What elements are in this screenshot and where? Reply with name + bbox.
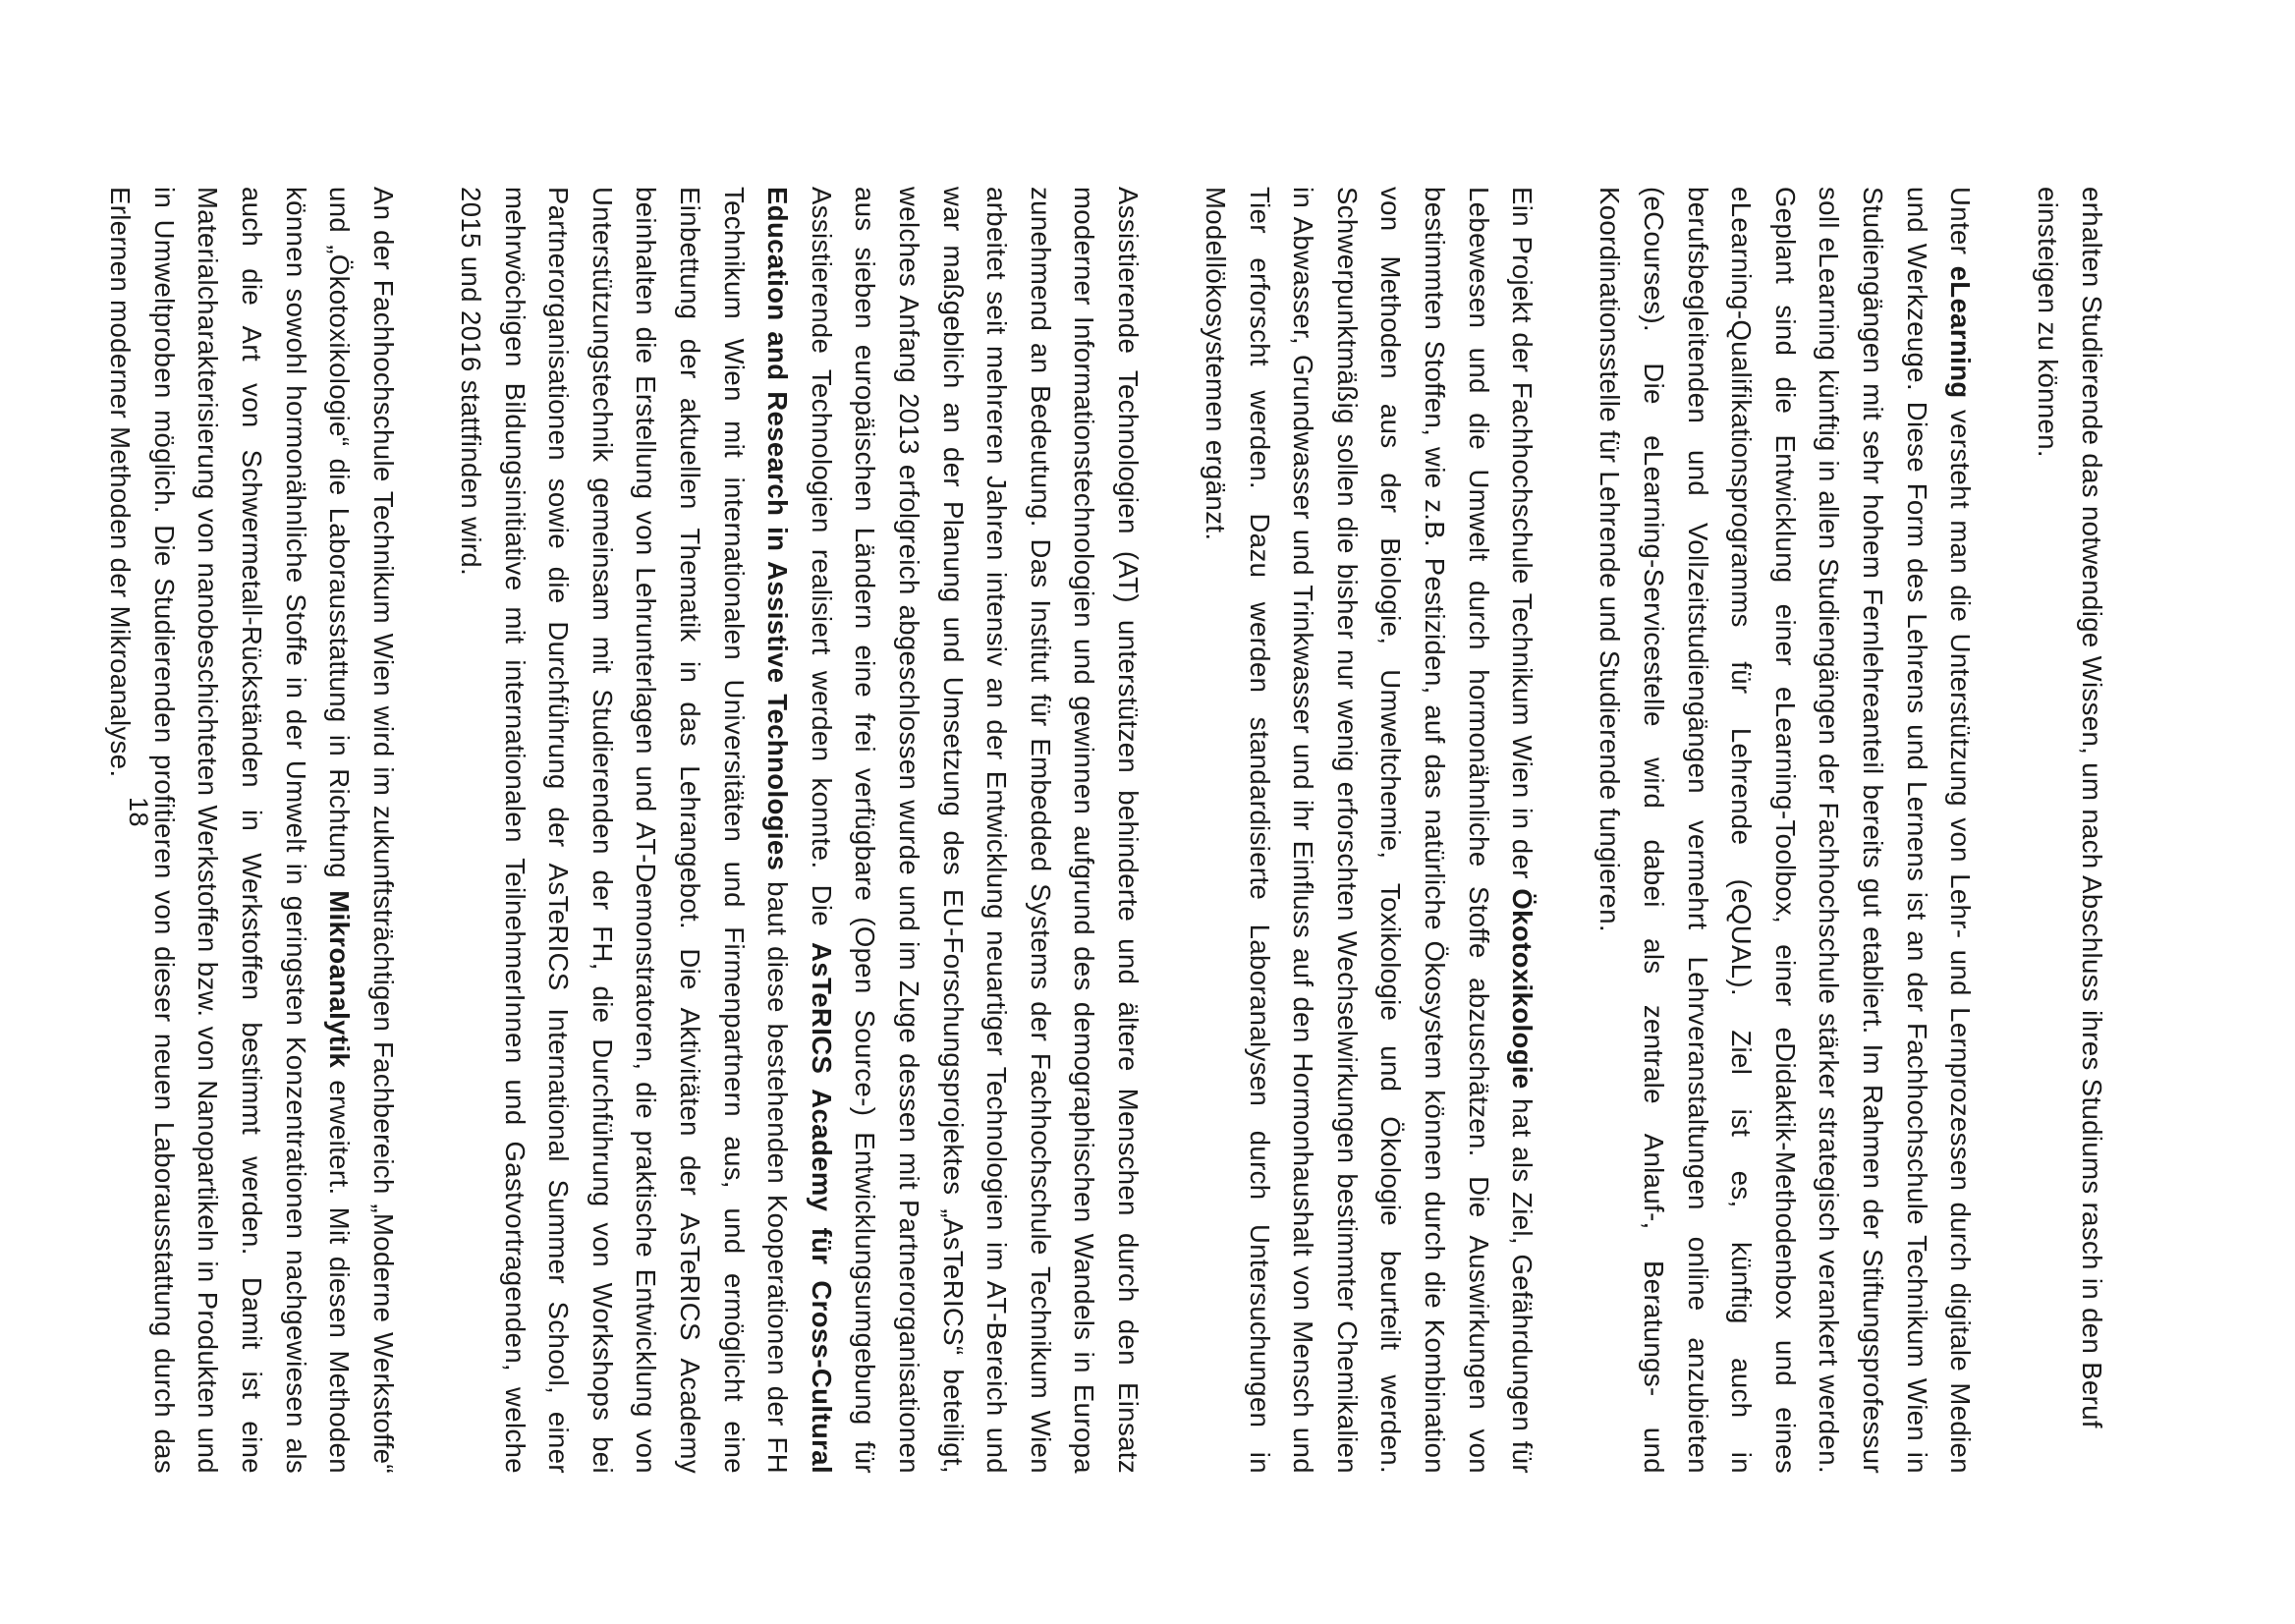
paragraph-text: erweitert. Mit diesen Methoden können sowohl hormonähnliche Stoffe in der Umwelt in geringsten Konzentrationen nachgewiesen als auch die Art von Schwermetall-Rückständen in Werkstoffen bestimmt werden. Damit ist eine Materialcharakterisierung von nanobeschichteten Werkstoffen bzw. von Nanopartikeln in Produkten und in Umweltproben möglich. Die Studierenden profitieren von dieser neuen Laborausstattung durch das Erlernen moderner Methoden der Mikroanalyse. — [105, 187, 356, 1474]
body-text — [54, 187, 2113, 1474]
paragraph-text: Unter — [1945, 187, 1977, 266]
paragraph-assistive-technologies — [448, 187, 1149, 1474]
paragraph-oekotoxikologie — [1194, 187, 1544, 1474]
paragraph-intro-continuation — [2026, 187, 2113, 1474]
keyword-mikroanalytik: Mikroanalytik — [324, 890, 356, 1069]
keyword-oekotoxikologie: Ökotoxikologie — [1507, 888, 1539, 1090]
keyword-elearning: eLearning — [1945, 265, 1977, 399]
paragraph-text: An der Fachhochschule Technikum Wien wird im zukunftsträchtigen Fachbereich „Moderne Werkstoffe“ und „Ökotoxikologie“ die Laborausstattung in Richtung — [324, 187, 399, 1474]
page-number: 18 — [124, 796, 153, 828]
paragraph-text: erhalten Studierende das notwendige Wissen, um nach Abschluss ihres Studiums rasch in den Beruf einsteigen zu können. — [2033, 187, 2107, 1428]
paragraph-text: versteht man die Unterstützung von Lehr- und Lernprozessen durch digitale Medien und Werkzeuge. Diese Form des Lehrens und Lernens ist an der Fachhochschule Technikum Wien in Studiengängen mit sehr hohem Fernlehreanteil bereits gut etabliert. Im Rahmen der Stiftungsprofessur soll eLearning künftig in allen Studiengängen der Fachhochschule stärker strategisch verankert werden. Geplant sind die Entwicklung einer eLearning-Toolbox, einer eDidaktik-Methodenbox und eines eLearning-Qualifikationsprogramms für Lehrende (eQUAL). Ziel ist es, künftig auch in berufsbegleitenden und Vollzeitstudiengängen vermehrt Lehrveranstaltungen online anzubieten (eCourses). Die eLearning-Servicestelle wird dabei als zentrale Anlauf-, Beratungs- und Koordinationsstelle für Lehrende und Studierende fungieren. — [1595, 187, 1977, 1474]
paragraph-text: hat als Ziel, Gefährdungen für Lebewesen und die Umwelt durch hormonähnliche Stoffe abzuschätzen. Die Auswirkungen von bestimmten Stoffen, wie z.B. Pestiziden, auf das natürliche Ökosystem können durch die Kombination von Methoden aus der Biologie, Umweltchemie, Toxikologie und Ökologie beurteilt werden. Schwerpunktmäßig sollen die bisher nur wenig erforschten Wechselwirkungen bestimmter Chemikalien in Abwasser, Grundwasser und Trinkwasser und ihr Einfluss auf den Hormonhaushalt von Mensch und Tier erforscht werden. Dazu werden standardisierte Laboranalysen durch Untersuchungen in Modellökosystemen ergänzt. — [1201, 187, 1539, 1474]
paragraph-text: Assistierende Technologien (AT) unterstützen behinderte und ältere Menschen durch den Einsatz moderner Informationstechnologien und gewinnen aufgrund des demographischen Wandels in Europa zunehmend an Bedeutung. Das Institut für Embedded Systems der Fachhochschule Technikum Wien arbeitet seit mehreren Jahren intensiv an der Entwicklung neuartiger Technologien im AT-Bereich und war maßgeblich an der Planung und Umsetzung des EU-Forschungsprojektes „AsTeRICS“ beteiligt, welches Anfang 2013 erfolgreich abgeschlossen wurde und im Zuge dessen mit Partnerorganisationen aus sieben europäischen Ländern eine frei verfügbare (Open Source-) Entwicklungsumgebung für Assistierende Technologien realisiert werden konnte. Die — [806, 187, 1144, 1474]
keyword-asterics-academy: AsTeRICS Academy für Cross-Cultural Education and Research in Assistive Technologies — [762, 187, 837, 1474]
paragraph-text: Ein Projekt der Fachhochschule Technikum Wien in der — [1507, 187, 1539, 889]
paragraph-text: baut diese bestehenden Kooperationen der FH Technikum Wien mit internationalen Universitäten und Firmenpartnern aus, und ermöglicht eine Einbettung der aktuellen Thematik in das Lehrangebot. Die Aktivitäten der AsTeRICS Academy beinhalten die Erstellung von Lehrunterlagen und AT-Demonstratoren, die praktische Entwicklung von Unterstützungstechnik gemeinsam mit Studierenden der FH, die Durchführung von Workshops bei Partnerorganisationen sowie die Durchführung der AsTeRICS International Summer School, einer mehrwöchigen Bildungsinitiative mit internationalen TeilnehmerInnen und Gastvortragenden, welche 2015 und 2016 stattfinden wird. — [456, 187, 794, 1475]
paragraph-elearning — [1588, 187, 1982, 1474]
